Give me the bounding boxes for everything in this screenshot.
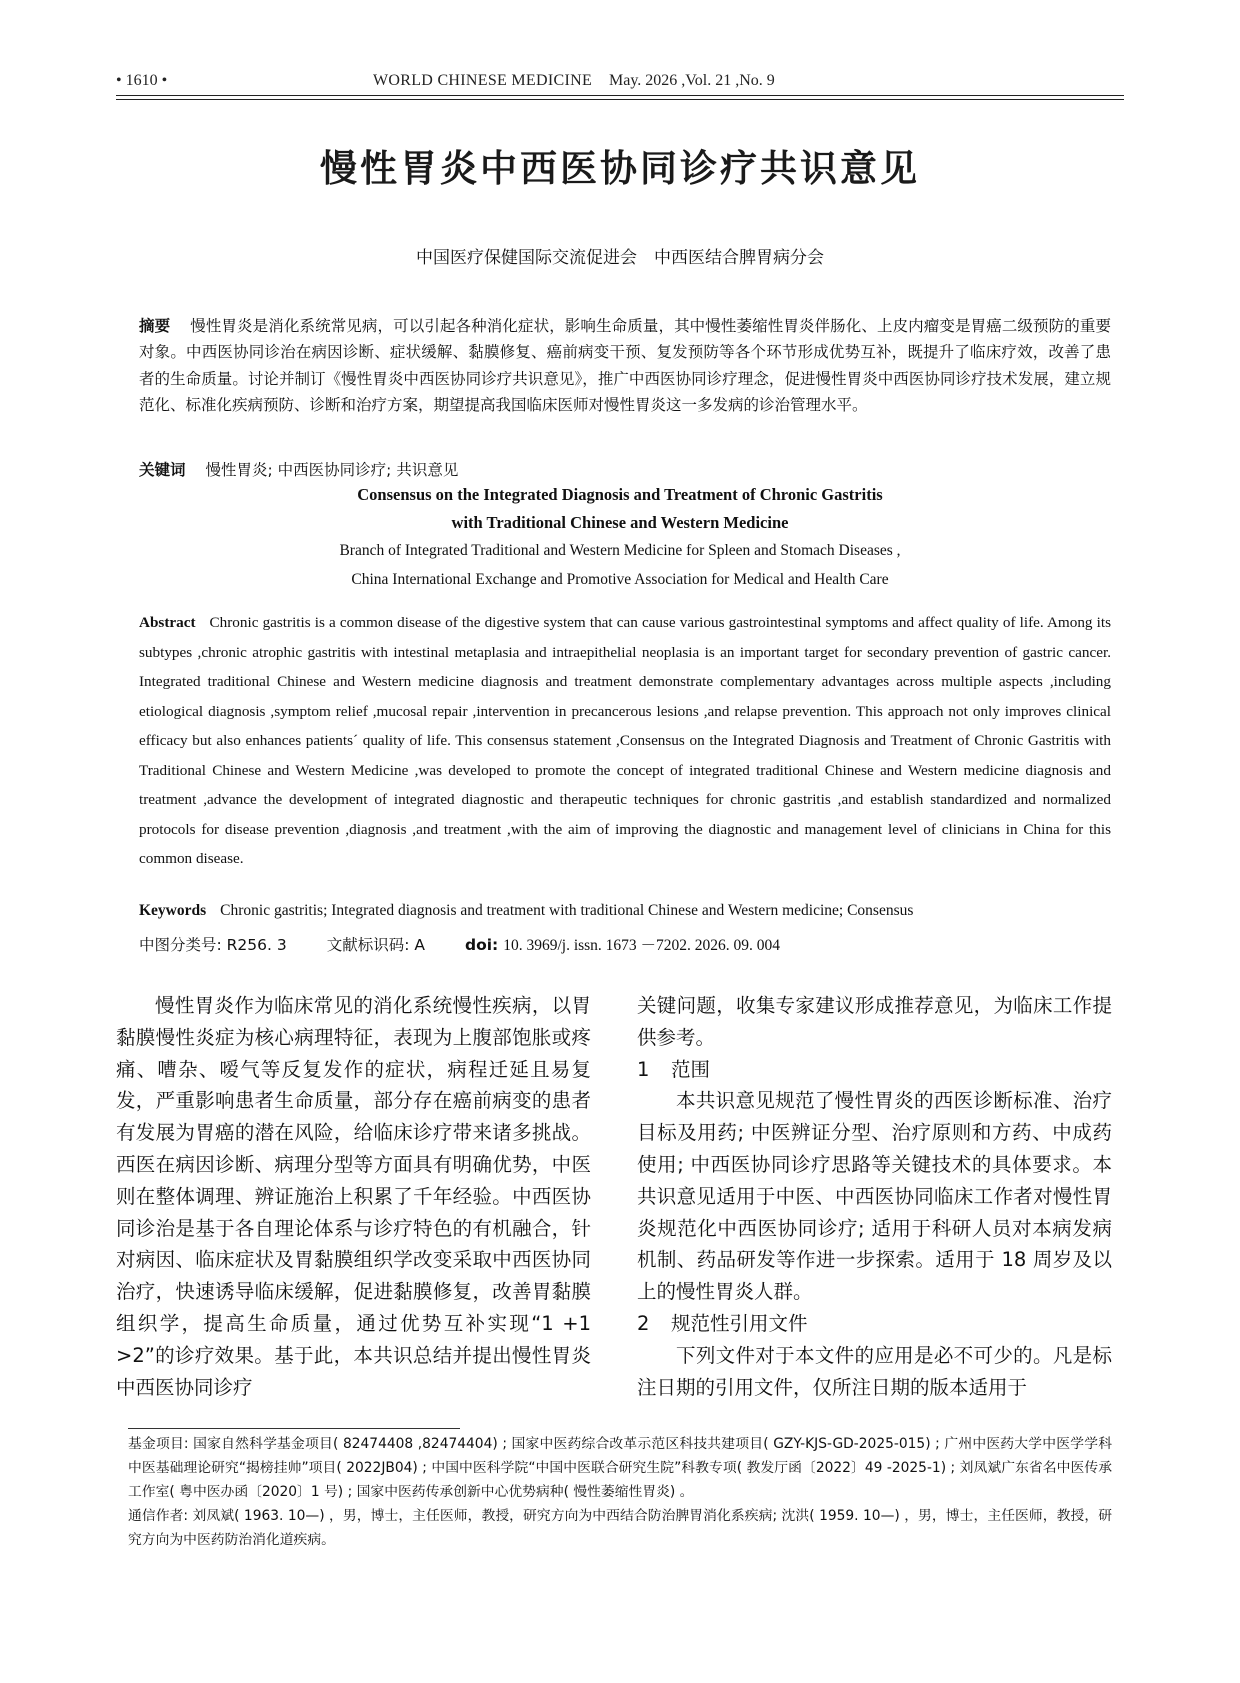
body-column-right xyxy=(637,990,1112,1403)
section-1-number: 1 xyxy=(637,1057,650,1081)
section-2-heading xyxy=(637,1308,1112,1340)
affiliation-en-line2: China International Exchange and Promotive Association for Medical and Health Care xyxy=(351,571,889,588)
keywords-cn-label: 关键词 xyxy=(139,461,186,479)
abstract-en xyxy=(139,608,1111,874)
section-2-title: 规范性引用文件 xyxy=(671,1311,808,1335)
keywords-en-text: Chronic gastritis; Integrated diagnosis and treatment with traditional Chinese and Western medicine; Consensus xyxy=(220,902,914,919)
keywords-en-label: Keywords xyxy=(139,902,207,919)
section-1-heading xyxy=(637,1054,1112,1086)
keywords-cn-text: 慢性胃炎; 中西医协同诊疗; 共识意见 xyxy=(205,461,459,479)
keywords-en xyxy=(139,902,913,920)
abstract-cn-label: 摘要 xyxy=(139,317,171,335)
article-title-en-line1: Consensus on the Integrated Diagnosis and Treatment of Chronic Gastritis xyxy=(357,485,883,504)
clc-number: 中图分类号: R256. 3 xyxy=(139,936,287,954)
document-code: 文献标识码: A xyxy=(326,936,425,954)
section-2-text: 下列文件对于本文件的应用是必不可少的。凡是标注日期的引用文件，仅所注日期的版本适用于 xyxy=(637,1343,1112,1399)
article-title-cn: 慢性胃炎中西医协同诊疗共识意见 xyxy=(320,147,920,190)
author-org-cn: 中国医疗保健国际交流促进会 中西医结合脾胃病分会 xyxy=(416,248,824,268)
affiliation-en-line1: Branch of Integrated Traditional and Western Medicine for Spleen and Stomach Diseases , xyxy=(339,542,901,559)
intro-continuation: 关键问题，收集专家建议形成推荐意见，为临床工作提供参考。 xyxy=(637,994,1112,1049)
footnote-correspondence: 通信作者: 刘凤斌( 1963. 10—) ，男，博士，主任医师，教授，研究方向为中西结合防治脾胃消化系疾病; 沈洪( 1959. 10—) ，男，博士，主任医师，教授，研究方向为中医药防治消化道疾病。 xyxy=(128,1508,1112,1548)
journal-name: WORLD CHINESE MEDICINE xyxy=(373,72,593,89)
abstract-en-label: Abstract xyxy=(139,614,196,631)
header-rule-bottom xyxy=(116,99,1124,100)
section-1-title: 范围 xyxy=(671,1057,711,1081)
header-rule-top xyxy=(116,95,1124,96)
intro-paragraph: 慢性胃炎作为临床常见的消化系统慢性疾病，以胃黏膜慢性炎症为核心病理特征，表现为上腹部饱胀或疼痛、嘈杂、嗳气等反复发作的症状，病程迁延且易复发，严重影响患者生命质量，部分存在癌前病变的患者有发展为胃癌的潜在风险，给临床诊疗带来诸多挑战。西医在病因诊断、病理分型等方面具有明确优势，中医则在整体调理、辨证施治上积累了千年经验。中西医协同诊治是基于各自理论体系与诊疗特色的有机融合，针对病因、临床症状及胃黏膜组织学改变采取中西医协同治疗，快速诱导临床缓解，促进黏膜修复，改善胃黏膜组织学，提高生命质量，通过优势互补实现“1 +1 >2”的诊疗效果。基于此，本共识总结并提出慢性胃炎中西医协同诊疗 xyxy=(116,994,591,1399)
footnote-rule xyxy=(128,1428,460,1429)
doi-label: doi: xyxy=(465,936,499,954)
footnote-funding: 基金项目: 国家自然科学基金项目( 82474408 ,82474404) ; 国家中医药综合改革示范区科技共建项目( GZY-KJS-GD-2025-015) ; 广州中医药大学中医学学科中医基础理论研究“揭榜挂帅”项目( 2022JB04) ; 中国中医科学院“中国中医联合研究生院”科教专项( 教发厅函〔2022〕49 -2025-1) ; 刘凤斌广东省名中医传承工作室( 粤中医办函〔2020〕1 号) ; 国家中医药传承创新中心优势病种( 慢性萎缩性胃炎) 。 xyxy=(128,1436,1112,1500)
abstract-en-text: Chronic gastritis is a common disease of the digestive system that can cause various gastrointestinal symptoms and affect quality of life. Among its subtypes ,chronic atrophic gastritis with intestinal metaplasia and intraepithelial neoplasia is an important target for secondary prevention of gastric cancer. Integrated traditional Chinese and Western medicine diagnosis and treatment demonstrate complementary advantages across multiple aspects ,including etiological diagnosis ,symptom relief ,mucosal repair ,intervention in precancerous lesions ,and relapse prevention. This approach not only improves clinical efficacy but also enhances patients´ quality of life. This consensus statement ,Consensus on the Integrated Diagnosis and Treatment of Chronic Gastritis with Traditional Chinese and Western Medicine ,was developed to promote the concept of integrated traditional Chinese and Western medicine diagnosis and treatment ,advance the development of integrated diagnostic and therapeutic techniques for chronic gastritis ,and establish standardized and normalized protocols for disease prevention ,diagnosis ,and treatment ,with the aim of improving the diagnostic and management level of clinicians in China for this common disease. xyxy=(139,614,1111,867)
page-number: • 1610 • xyxy=(116,72,168,89)
article-title-en-line2: with Traditional Chinese and Western Medicine xyxy=(451,513,789,532)
journal-issue: May. 2026 ,Vol. 21 ,No. 9 xyxy=(609,72,775,89)
classification-line xyxy=(139,933,780,955)
abstract-cn xyxy=(139,313,1111,419)
body-column-left xyxy=(116,990,591,1403)
section-1-text: 本共识意见规范了慢性胃炎的西医诊断标准、治疗目标及用药; 中医辨证分型、治疗原则和方药、中成药使用; 中西医协同诊疗思路等关键技术的具体要求。本共识意见适用于中医、中西医协同临床工作者对慢性胃炎规范化中西医协同诊疗; 适用于科研人员对本病发病机制、药品研发等作进一步探索。适用于 18 周岁及以上的慢性胃炎人群。 xyxy=(637,1089,1112,1304)
doi-value: 10. 3969/j. issn. 1673 －7202. 2026. 09. 004 xyxy=(503,937,781,954)
keywords-cn xyxy=(139,458,458,480)
footnotes xyxy=(128,1432,1112,1552)
abstract-cn-text: 慢性胃炎是消化系统常见病，可以引起各种消化症状，影响生命质量，其中慢性萎缩性胃炎伴肠化、上皮内瘤变是胃癌二级预防的重要对象。中西医协同诊治在病因诊断、症状缓解、黏膜修复、癌前病变干预、复发预防等各个环节形成优势互补，既提升了临床疗效，改善了患者的生命质量。讨论并制订《慢性胃炎中西医协同诊疗共识意见》，推广中西医协同诊疗理念，促进慢性胃炎中西医协同诊疗技术发展，建立规范化、标准化疾病预防、诊断和治疗方案，期望提高我国临床医师对慢性胃炎这一多发病的诊治管理水平。 xyxy=(139,317,1111,415)
section-2-number: 2 xyxy=(637,1311,650,1335)
